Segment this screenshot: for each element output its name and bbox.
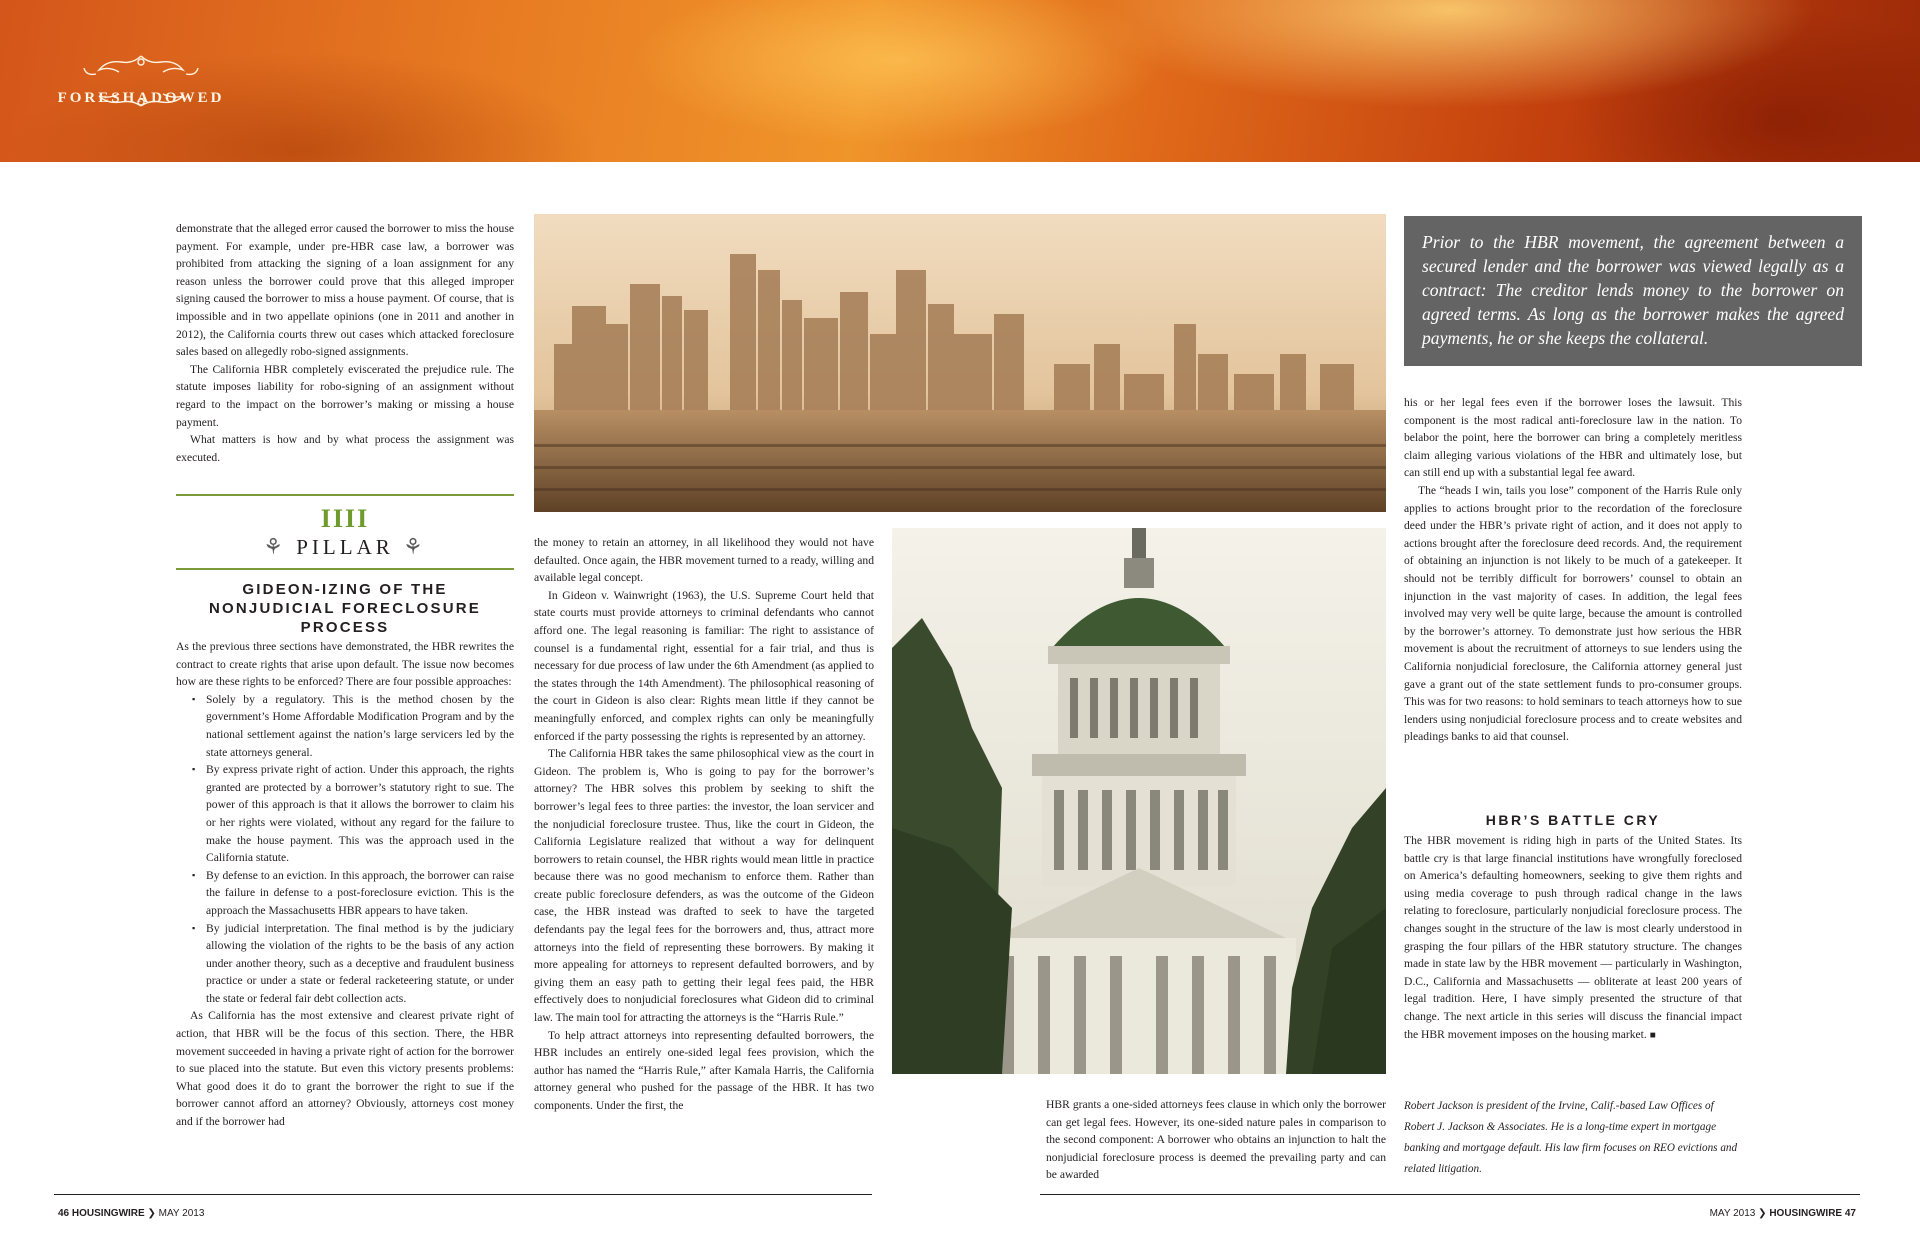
leaf-ornament-icon: ⚘ (263, 534, 287, 559)
folio-left (58, 1208, 204, 1219)
capitol-building-photo (892, 528, 1386, 1074)
paragraph: In Gideon v. Wainwright (1963), the U.S. Supreme Court held that state courts must provide attorneys to criminal defendants who cannot afford one. The legal reasoning is familiar: The right to assistance of counsel is a fundamental right, essential for a fair trial, and thus is necessary for due process of law under the 6th Amendment (as applied to the states through the 14th Amendment). The philosophical reasoning of the court in Gideon is also clear: Rights mean little if they cannot be meaningfully enforced, and complex rights can only be meaningfully enforced if the party possessing the rights is represented by an attorney. (534, 588, 874, 743)
pillar-rule-bottom (176, 568, 514, 570)
author-bio: Robert Jackson is president of the Irvine, Calif.-based Law Offices of Robert J. Jackson & Associates. He is a long-time expert in mortgage banking and mortgage default. His law firm focuses on REO evictions and related litigation. (1404, 1100, 1738, 1175)
section-label: FORESHADOWED (57, 90, 225, 106)
issue-date: MAY 2013 (1709, 1208, 1756, 1219)
pillar-heading (176, 534, 514, 560)
battle-text: The HBR movement is riding high in parts of the United States. Its battle cry is that large financial institutions have wrongfully foreclosed on America’s defaulting homeowners, seeking to give them rights and using media coverage to push through radical change in the laws relating to foreclosure, particularly nonjudicial foreclosure process. The changes sought in the structure of the law is most clearly understood in grasping the four pillars of the HBR statutory structure. The changes made in state law by the HBR movement — particularly in Washington, D.C., California and Massachusetts — obliterate at least 200 years of legal tradition. Here, I have simply presented the structure of that change. The next article in this series will discuss the financial impact the HBR movement imposes on the housing market. (1404, 834, 1742, 1041)
paragraph: The California HBR completely eviscerated the prejudice rule. The statute imposes liability for robo-signing of an assignment without regard to the impact on the borrower’s making or missing a house payment. (176, 362, 514, 429)
issue-date: MAY 2013 (158, 1208, 205, 1219)
paragraph: The “heads I win, tails you lose” component of the Harris Rule only applies to actions brought prior to the recordation of the foreclosure deed under the HBR’s private right of action, and it does not apply to actions brought after the foreclosure deed records. And, the requirement of obtaining an injunction is not likely to be much of a gatekeeper. It should not be terribly difficult for borrowers’ counsel to obtain an injunction in the vast majority of cases. In addition, the legal fees involved may very well be quite large, because the amount is controlled by the borrower’s attorney. To demonstrate just how serious the HBR movement is about the recruitment of attorneys to sue lenders using the California nonjudicial foreclosure, the California attorney general just gave a grant out of the state settlement funds to pro-consumer groups. This was for two reasons: to hold seminars to teach attorneys how to sue lenders using nonjudicial foreclosure process and to create websites and pleadings banks to aid that counsel. (1404, 483, 1742, 744)
paragraph: What matters is how and by what process the assignment was executed. (176, 433, 514, 464)
skyline-image (534, 214, 1386, 512)
separator-icon: ❯ (1758, 1208, 1767, 1219)
list-item: ▪ By judicial interpretation. The final method is by the judiciary allowing the violation of the rights to be the basis of any action under another theory, such as a deceptive and fraudulent business practice or under a state or federal racketeering statute, or under the state or federal fair debt collection acts. (206, 920, 514, 1008)
paragraph: HBR grants a one-sided attorneys fees clause in which only the borrower can get legal fees. However, its one-sided nature pales in comparison to the second component: A borrower who obtains an injunction to halt the nonjudicial foreclosure process is deemed the prevailing party and can be awarded (1046, 1098, 1386, 1182)
paragraph: To help attract attorneys into representing defaulted borrowers, the HBR includes an entirely one-sided legal fees provision, which the author has named the “Harris Rule,” after Kamala Harris, the California attorney general who pushed for the passage of the HBR. It has two components. Under the first, the (534, 1028, 874, 1112)
section-title: GIDEON-IZING OF THE NONJUDICIAL FORECLOSURE PROCESS (208, 581, 481, 636)
city-skyline-photo (534, 214, 1386, 512)
magazine-name: HOUSINGWIRE (71, 1208, 145, 1219)
paragraph: demonstrate that the alleged error caused the borrower to miss the house payment. For example, under pre-HBR case law, a borrower was prohibited from attacking the signing of a loan assignment for any reason unless the borrower could prove that this alleged improper signing caused the borrower to miss a house payment. Of course, that is impossible and in two appellate opinions (one in 2011 and another in 2012), the California courts threw out cases which attacked foreclosure sales based on allegedly robo-signed assignments. (176, 222, 514, 359)
footer-rule-left (54, 1194, 872, 1195)
subhead-battle-cry: HBR’S BATTLE CRY (1485, 812, 1661, 828)
column-2 (534, 534, 874, 1115)
page-number: 47 (1844, 1208, 1856, 1219)
list-item: ▪ By express private right of action. Under this approach, the rights granted are protected by a borrower’s statutory right to sue. The power of this approach is that it allows the borrower to claim his or her rights were violated, without any regard for the failure to make the house payment. This was the approach used in the California statute. (206, 761, 514, 867)
capitol-image (892, 528, 1386, 1074)
paragraph (1404, 832, 1742, 1044)
folio-right (1710, 1208, 1856, 1219)
list-item: ▪ Solely by a regulatory. This is the method chosen by the government’s Home Affordable Modification Program and by the national settlement against the nation’s large servicers led by the state attorneys general. (206, 691, 514, 761)
paragraph: As California has the most extensive and clearest private right of action, that HBR will be the focus of this section. There, the HBR movement succeeded in having a private right of action for the borrower to sue placed into the statute. But even this victory presents problems: What good does it do to grant the borrower the right to sue if the borrower cannot afford an attorney? Obviously, attorneys cost money and if the borrower had (176, 1009, 514, 1129)
pull-quote: Prior to the HBR movement, the agreement between a secured lender and the borrower was viewed legally as a contract: The creditor lends money to the borrower on agreed terms. As long as the borrower makes the agreed payments, he or she keeps the collateral. (1404, 216, 1862, 366)
end-mark-icon: ■ (1649, 1029, 1656, 1041)
paragraph: As the previous three sections have demonstrated, the HBR rewrites the contract to create rights that arise upon default. The issue now becomes how are these rights to be enforced? There are four possible approaches: (176, 640, 514, 689)
magazine-name: HOUSINGWIRE (1769, 1208, 1843, 1219)
column-4-body (1404, 832, 1742, 1044)
pillar-number: IIII (320, 504, 370, 533)
leaf-ornament-icon: ⚘ (403, 534, 427, 559)
column-1-top (176, 220, 514, 466)
pillar-label: PILLAR (296, 535, 394, 559)
pillar-rule-top (176, 494, 514, 496)
section-logo (56, 52, 226, 110)
approach-list (176, 691, 514, 1008)
column-1-body (176, 638, 514, 1131)
header-banner (0, 0, 1920, 162)
separator-icon: ❯ (147, 1208, 156, 1219)
paragraph: The California HBR takes the same philosophical view as the court in Gideon. The problem is, Who is going to pay for the borrower’s attorney? The HBR solves this problem by seeking to shift the borrower’s legal fees to three parties: the investor, the loan servicer and the nonjudicial foreclosure trustee. Thus, like the court in Gideon, the California Legislature realized that without a way for delinquent borrowers to retain counsel, the HBR rights would mean little in practice because there was no good mechanism to enforce them. Rather than create public foreclosure defenders, as was the outcome of the Gideon case, the HBR instead was drafted to seek to have the targeted defendants pay the legal fees for the borrowers and, thus, attract more attorneys into the field of representing these borrowers. By making it more appealing for attorneys to represent defaulted borrowers, and by giving them an easy path to getting their legal fees paid, the HBR effectively does to nonjudicial foreclosures what Gideon did to criminal law. The main tool for attracting the attorneys is the “Harris Rule.” (534, 747, 874, 1025)
column-4-top (1404, 394, 1742, 746)
footer-rule-right (1040, 1194, 1860, 1195)
column-3 (1046, 1096, 1386, 1184)
list-item: ▪ By defense to an eviction. In this approach, the borrower can raise the failure in defense to a post-foreclosure eviction. This is the approach the Massachusetts HBR appears to have taken. (206, 867, 514, 920)
paragraph: the money to retain an attorney, in all likelihood they would not have defaulted. Once again, the HBR movement turned to a ready, willing and available legal concept. (534, 536, 874, 585)
paragraph: his or her legal fees even if the borrower loses the lawsuit. This component is the most radical anti-foreclosure law in the nation. To belabor the point, here the borrower can bring a completely meritless claim alleging various violations of the HBR and ultimately lose, but can still end up with a substantial legal fee award. (1404, 396, 1742, 480)
page-number: 46 (58, 1208, 70, 1219)
